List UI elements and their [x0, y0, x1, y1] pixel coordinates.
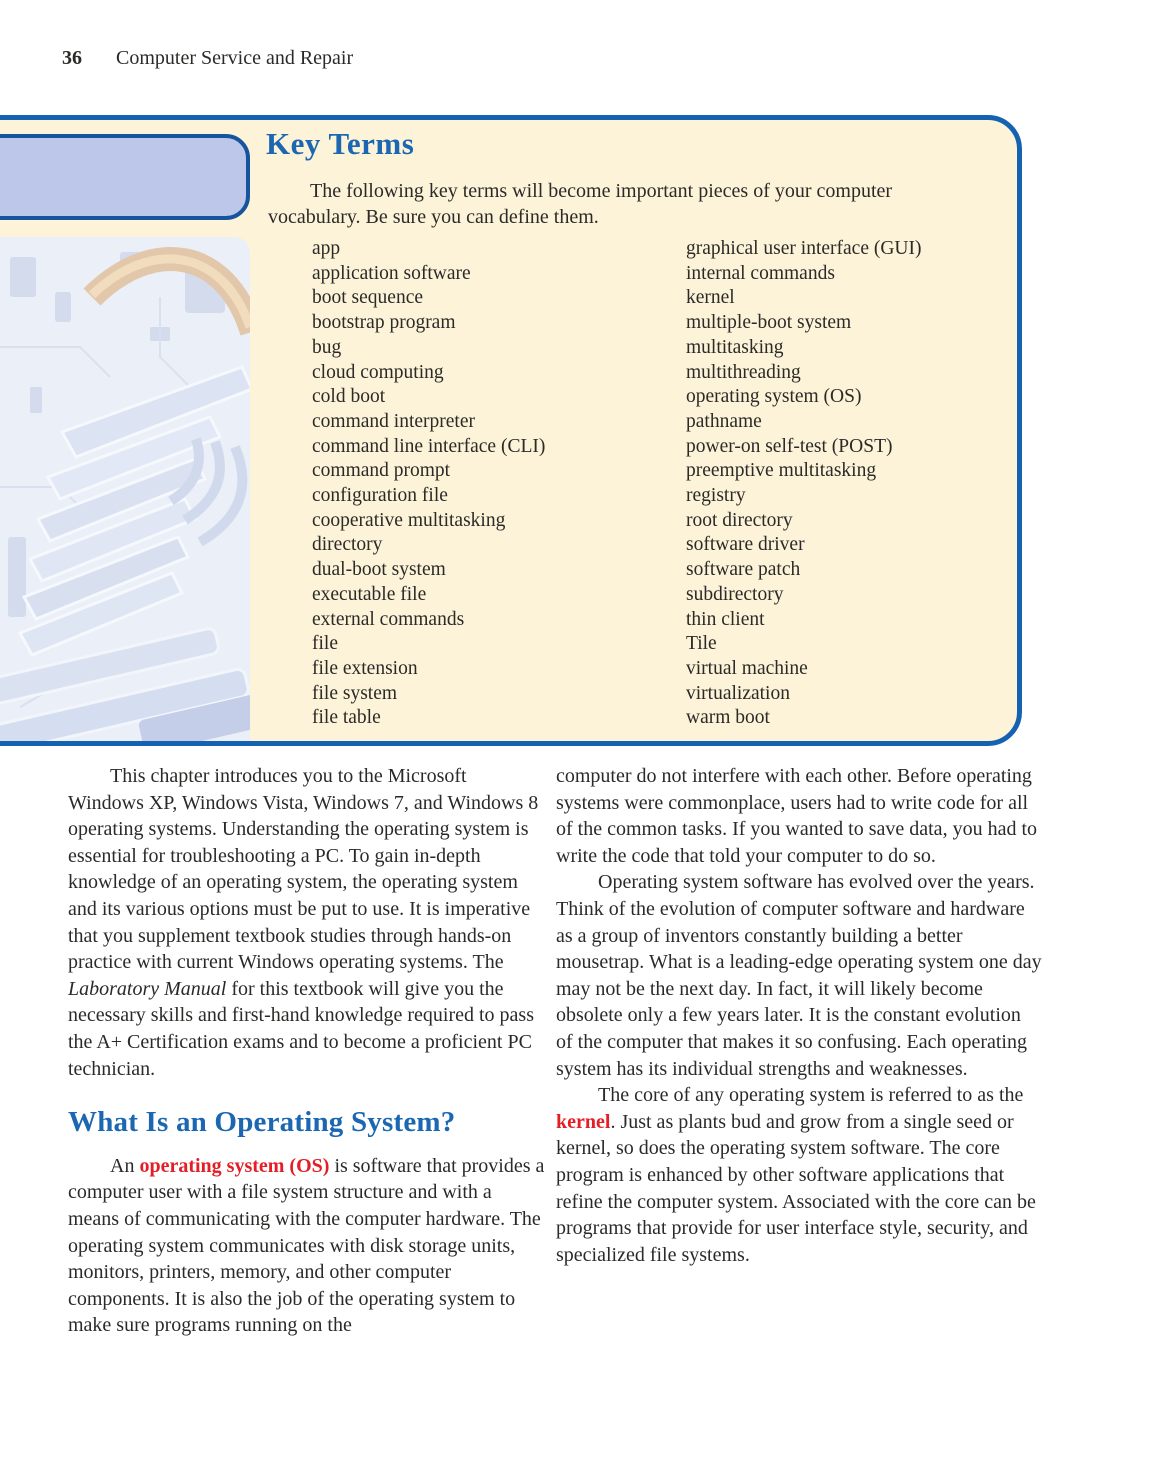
key-term: warm boot	[686, 707, 770, 729]
key-term: virtual machine	[686, 657, 808, 679]
motherboard-photo	[0, 237, 250, 741]
key-term: multitasking	[686, 336, 784, 358]
key-term: multithreading	[686, 361, 801, 383]
paragraph-intro-text-end: for this textbook will give you the necessary skills and first-hand knowledge required to pass the A+ Certification exams and to become a proficient PC technician.	[68, 977, 534, 1080]
key-term: registry	[686, 485, 746, 507]
paragraph-evolution: Operating system software has evolved over the years. Think of the evolution of computer software and hardware as a group of inventors constantly building a better mousetrap. What is a leading-edge operating system one day may not be the next day. In fact, it will likely become obsolete only a few years later. It is the constant evolution of the computer that makes it so confusing. Each operating system has its individual strengths and weaknesses.	[556, 871, 1042, 1080]
key-terms-intro: The following key terms will become important pieces of your computer vocabulary. Be sure you can define them.	[268, 180, 893, 228]
page-number: 36	[62, 47, 82, 69]
running-title: Computer Service and Repair	[116, 47, 354, 69]
key-term: file table	[312, 707, 381, 729]
paragraph-os-pre: An	[110, 1154, 140, 1177]
key-term: software driver	[686, 534, 805, 556]
key-term: cold boot	[312, 386, 386, 408]
key-term: root directory	[686, 509, 793, 531]
key-term: bootstrap program	[312, 312, 456, 334]
paragraph-kernel	[556, 1082, 1042, 1268]
key-term: virtualization	[686, 682, 790, 704]
key-term: kernel	[686, 287, 735, 309]
key-term: thin client	[686, 608, 765, 630]
key-term: cloud computing	[312, 361, 444, 383]
key-term: application software	[312, 262, 471, 284]
key-term: Tile	[686, 633, 717, 655]
key-term: executable file	[312, 583, 427, 605]
body-column-right	[556, 763, 1042, 1268]
key-term: power-on self-test (POST)	[686, 435, 893, 457]
paragraph-os-definition	[68, 1153, 546, 1339]
key-term: command prompt	[312, 460, 451, 482]
key-terms-column-left	[312, 237, 545, 731]
laboratory-manual-italic: Laboratory Manual	[68, 977, 227, 1000]
decorative-tab	[0, 134, 250, 220]
paragraph-intro-text: This chapter introduces you to the Microsoft Windows XP, Windows Vista, Windows 7, and Windows 8 operating systems. Understanding the operating system is essential for troubleshooting a PC. To gain in-depth knowledge of an operating system, the operating system and its various options must be put to use. It is imperative that you supplement textbook studies through hands-on practice with current Windows operating systems. The	[68, 765, 539, 974]
key-term: app	[312, 238, 341, 259]
key-term: graphical user interface (GUI)	[686, 238, 922, 259]
section-heading: What Is an Operating System?	[68, 1106, 456, 1139]
paragraph-kernel-pre: The core of any operating system is referred to as the	[598, 1084, 1024, 1107]
paragraph-intro	[68, 763, 546, 1082]
key-term: file	[312, 633, 338, 655]
paragraph-os-post: is software that provides a computer user with a file system structure and with a means of communicating with the computer hardware. The operating system communicates with disk storage units, monitors, printers, memory, and other computer components. It is also the job of the operating system to make sure programs running on the	[68, 1154, 545, 1337]
key-terms-title: Key Terms	[266, 126, 415, 161]
key-term: cooperative multitasking	[312, 509, 506, 531]
key-term: pathname	[686, 410, 762, 432]
key-term: directory	[312, 534, 383, 556]
key-term: bug	[312, 336, 342, 358]
motherboard-photo-graphic	[0, 237, 250, 741]
key-term: external commands	[312, 608, 465, 630]
key-term: software patch	[686, 559, 801, 581]
key-term: command interpreter	[312, 410, 475, 432]
key-term: multiple-boot system	[686, 312, 852, 334]
paragraph-continuation: computer do not interfere with each other. Before operating systems were commonplace, users had to write code for all of the common tasks. If you wanted to save data, you had to write the code that told your computer to do so.	[556, 765, 1037, 867]
key-term: subdirectory	[686, 583, 784, 605]
key-term: file extension	[312, 657, 418, 679]
key-term: operating system (OS)	[686, 386, 862, 408]
key-term: dual-boot system	[312, 559, 446, 581]
key-term: internal commands	[686, 262, 835, 284]
key-term: file system	[312, 682, 398, 704]
running-header	[62, 47, 353, 70]
body-column-left	[68, 763, 546, 1339]
key-term: boot sequence	[312, 287, 424, 309]
key-term: preemptive multitasking	[686, 460, 877, 482]
key-terms-column-right	[686, 237, 922, 731]
key-term: command line interface (CLI)	[312, 435, 546, 457]
paragraph-kernel-post: . Just as plants bud and grow from a single seed or kernel, so does the operating system software. The core program is enhanced by other software applications that refine the computer system. Associated with the core can be programs that provide for user interface style, security, and specialized file systems.	[556, 1110, 1036, 1266]
key-term: configuration file	[312, 485, 448, 507]
key-term-operating-system: operating system (OS)	[139, 1154, 330, 1177]
key-term-kernel: kernel	[556, 1110, 611, 1133]
